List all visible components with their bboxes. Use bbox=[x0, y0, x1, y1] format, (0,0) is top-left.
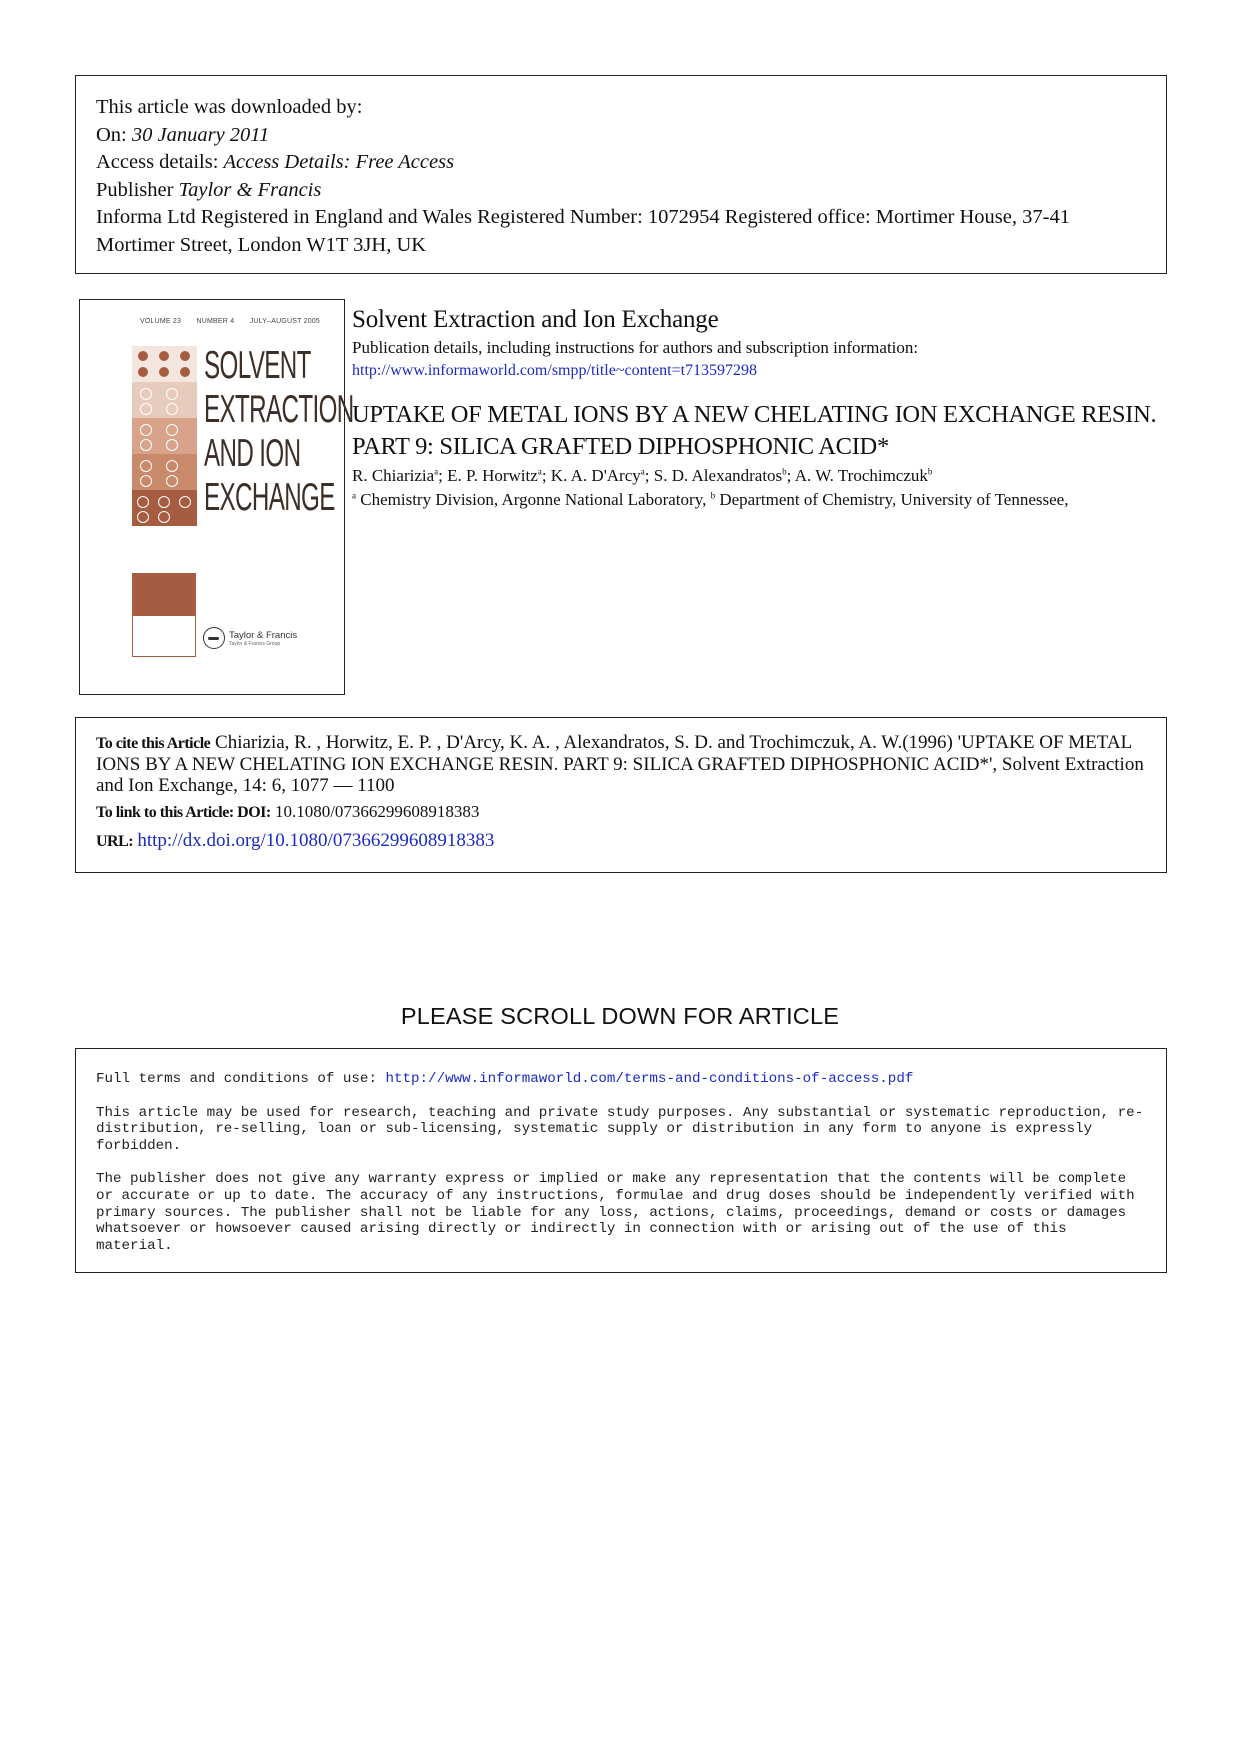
cover-tile bbox=[132, 418, 197, 454]
cover-publisher-logo: Taylor & Francis Taylor & Francis Group bbox=[203, 627, 297, 649]
cite-label: To cite this Article bbox=[96, 735, 211, 752]
affiliation: Chemistry Division, Argonne National Laboratory, bbox=[356, 490, 711, 509]
cover-tile bbox=[132, 454, 197, 490]
publication-details: Publication details, including instructions for authors and subscription information: bbox=[352, 338, 919, 357]
taylor-francis-logo-icon bbox=[203, 627, 225, 649]
cover-white-block bbox=[132, 615, 196, 657]
author: K. A. D'Arcy bbox=[550, 466, 641, 485]
citation bbox=[96, 732, 1146, 796]
url-line: URL: http://dx.doi.org/10.1080/07366299608918383 bbox=[96, 830, 495, 851]
cover-title: SOLVENT EXTRACTION AND ION EXCHANGE bbox=[204, 344, 354, 519]
cover-tile bbox=[132, 346, 197, 382]
terms-box bbox=[75, 1048, 1167, 1273]
author: S. D. Alexandratos bbox=[653, 466, 783, 485]
download-date-line: On: 30 January 2011 bbox=[96, 123, 270, 146]
journal-title: Solvent Extraction and Ion Exchange bbox=[352, 306, 719, 333]
journal-link[interactable]: http://www.informaworld.com/smpp/title~content=t713597298 bbox=[352, 362, 758, 379]
cover-tile bbox=[132, 490, 197, 526]
cover-tile bbox=[132, 382, 197, 418]
download-date: 30 January 2011 bbox=[131, 123, 270, 146]
author: E. P. Horwitz bbox=[447, 466, 538, 485]
access-details: Access Details: Free Access bbox=[223, 151, 455, 173]
author: A. W. Trochimczuk bbox=[794, 466, 928, 485]
terms-usage: This article may be used for research, teaching and private study purposes. Any substantial or systematic reproduction, re-distribution, re-selling, loan or sub-licensing, systematic supply or distribution in any form to anyone is expressly forbidden. bbox=[96, 1104, 1144, 1154]
downloaded-by-line: This article was downloaded by: bbox=[96, 96, 363, 118]
access-details-line: Access details: Access Details: Free Access bbox=[96, 151, 455, 173]
cover-issue-info: VOLUME 23 NUMBER 4 JULY–AUGUST 2005 bbox=[140, 318, 320, 325]
terms-link[interactable]: http://www.informaworld.com/terms-and-conditions-of-access.pdf bbox=[385, 1071, 914, 1087]
cover-tiles bbox=[132, 346, 197, 526]
terms-intro: Full terms and conditions of use: http://www.informaworld.com/terms-and-conditions-of-access.pdf bbox=[96, 1071, 914, 1087]
terms-disclaimer: The publisher does not give any warranty express or implied or make any representation that the contents will be complete or accurate or up to date. The accuracy of any instructions, formulae and drug doses should be independently verified with primary sources. The publisher shall not be liable for any loss, actions, claims, proceedings, demand or costs or damages whatsoever or howsoever caused arising directly or indirectly in connection with or arising out of the use of this material. bbox=[96, 1171, 1135, 1254]
affiliation: Department of Chemistry, University of Tennessee, bbox=[715, 490, 1069, 509]
citation-text: Chiarizia, R. , Horwitz, E. P. , D'Arcy, K. A. , Alexandratos, S. D. and Trochimczuk, A. W.(1996) 'UPTAKE OF METAL IONS BY A NEW CHELATING ION EXCHANGE RESIN. PART 9: SILICA GRAFTED DIPHOSPHONIC ACID*', Solvent Extraction and Ion Exchange, 14: 6, 1077 — 1100 bbox=[96, 732, 1144, 796]
doi-line: To link to this Article: DOI: 10.1080/07366299608918383 bbox=[96, 802, 480, 821]
publisher-line: Publisher Taylor & Francis bbox=[96, 178, 322, 201]
doi-value: 10.1080/07366299608918383 bbox=[270, 802, 480, 821]
journal-info bbox=[352, 305, 1172, 512]
publisher-name: Taylor & Francis bbox=[178, 178, 322, 201]
doi-url-link[interactable]: http://dx.doi.org/10.1080/07366299608918383 bbox=[137, 830, 495, 851]
author: R. Chiarizia bbox=[352, 466, 435, 485]
cover-color-block bbox=[132, 573, 196, 615]
author-list: R. Chiarizia$^a$; E. P. Horwitz$^a$; K. A. D'Arcy$^a$; S. D. Alexandratos$^b$; A. W. Trochimczuk$^b$ bbox=[352, 466, 933, 485]
affiliations: $^a$ Chemistry Division, Argonne National Laboratory, $^b$ Department of Chemistry, University of Tennessee, bbox=[352, 490, 1069, 509]
journal-cover bbox=[79, 299, 354, 695]
scroll-down-message: PLEASE SCROLL DOWN FOR ARTICLE bbox=[400, 1003, 840, 1029]
registration-info: Informa Ltd Registered in England and Wales Registered Number: 1072954 Registered office: Mortimer House, 37-41 Mortimer Street, London W1T 3JH, UK bbox=[96, 206, 1070, 256]
download-info-box bbox=[75, 75, 1167, 274]
citation-box bbox=[75, 717, 1167, 873]
article-title: UPTAKE OF METAL IONS BY A NEW CHELATING ION EXCHANGE RESIN. PART 9: SILICA GRAFTED DIPHOSPHONIC ACID* bbox=[352, 401, 1157, 460]
